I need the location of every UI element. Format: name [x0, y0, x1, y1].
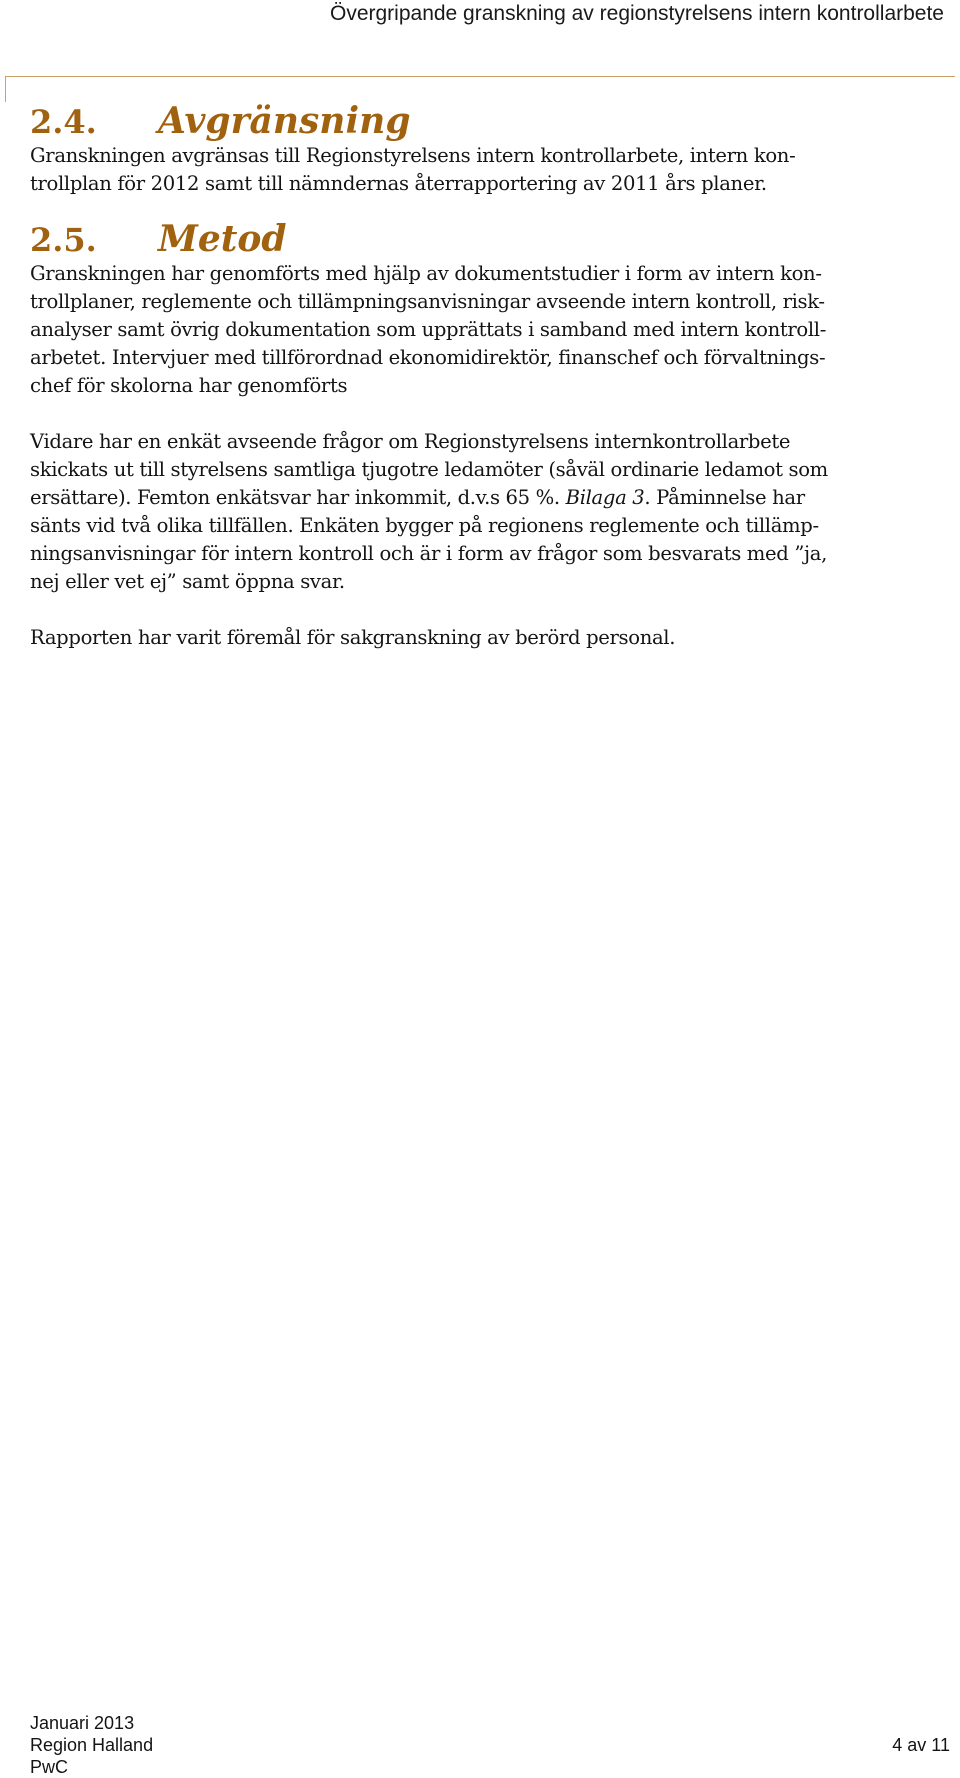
text-line: Rapporten har varit föremål för sakgranskning av berörd personal. [30, 626, 676, 649]
text-line: chef för skolorna har genomförts [30, 374, 348, 397]
section-heading-metod [30, 218, 940, 260]
paragraph-metod-3 [30, 624, 940, 652]
section-title: Avgränsning [158, 100, 411, 142]
text-line [30, 484, 940, 512]
running-header: Övergripande granskning av regionstyrelsens intern kontrollarbete [329, 2, 944, 25]
paragraph-metod-2 [30, 428, 940, 596]
footer-date: Januari 2013 [30, 1713, 135, 1733]
page-footer [30, 1712, 950, 1778]
header-rule [5, 76, 955, 77]
section-number: 2.5. [30, 221, 97, 259]
text-line: ningsanvisningar för intern kontroll och är i form av frågor som besvarats med ”ja, [30, 542, 827, 565]
paragraph-metod-1 [30, 260, 940, 400]
text-line: nej eller vet ej” samt öppna svar. [30, 570, 345, 593]
text-line: skickats ut till styrelsens samtliga tjugotre ledamöter (såväl ordinarie ledamot som [30, 458, 828, 481]
text-line: Granskningen har genomförts med hjälp av dokumentstudier i form av intern kon- [30, 262, 822, 285]
text-line: trollplan för 2012 samt till nämndernas återrapportering av 2011 års planer. [30, 172, 767, 195]
text-span: . Påminnelse har [644, 486, 805, 509]
section-number: 2.4. [30, 103, 97, 141]
text-span: ersättare). Femton enkätsvar har inkommit, d.v.s 65 %. [30, 486, 566, 509]
text-line: analyser samt övrig dokumentation som upprättats i samband med intern kontroll- [30, 318, 826, 341]
section-heading-avgransning [30, 100, 940, 142]
header-rule-tick [5, 76, 6, 102]
text-line: Granskningen avgränsas till Regionstyrelsens intern kontrollarbete, intern kon- [30, 144, 796, 167]
footer-firm: PwC [30, 1757, 69, 1777]
section-title: Metod [158, 218, 287, 260]
text-line: sänts vid två olika tillfällen. Enkäten bygger på regionens reglemente och tillämp- [30, 514, 819, 537]
page-content [30, 100, 940, 652]
text-line: Vidare har en enkät avseende frågor om Regionstyrelsens internkontrollarbete [30, 430, 791, 453]
page-number: 4 av 11 [892, 1735, 950, 1755]
text-line: trollplaner, reglemente och tillämpningsanvisningar avseende intern kontroll, risk- [30, 290, 825, 313]
appendix-reference: Bilaga 3 [565, 486, 645, 509]
footer-organization: Region Halland [30, 1735, 154, 1755]
text-line: arbetet. Intervjuer med tillförordnad ekonomidirektör, finanschef och förvaltnings- [30, 346, 826, 369]
paragraph-avgransning [30, 142, 940, 198]
